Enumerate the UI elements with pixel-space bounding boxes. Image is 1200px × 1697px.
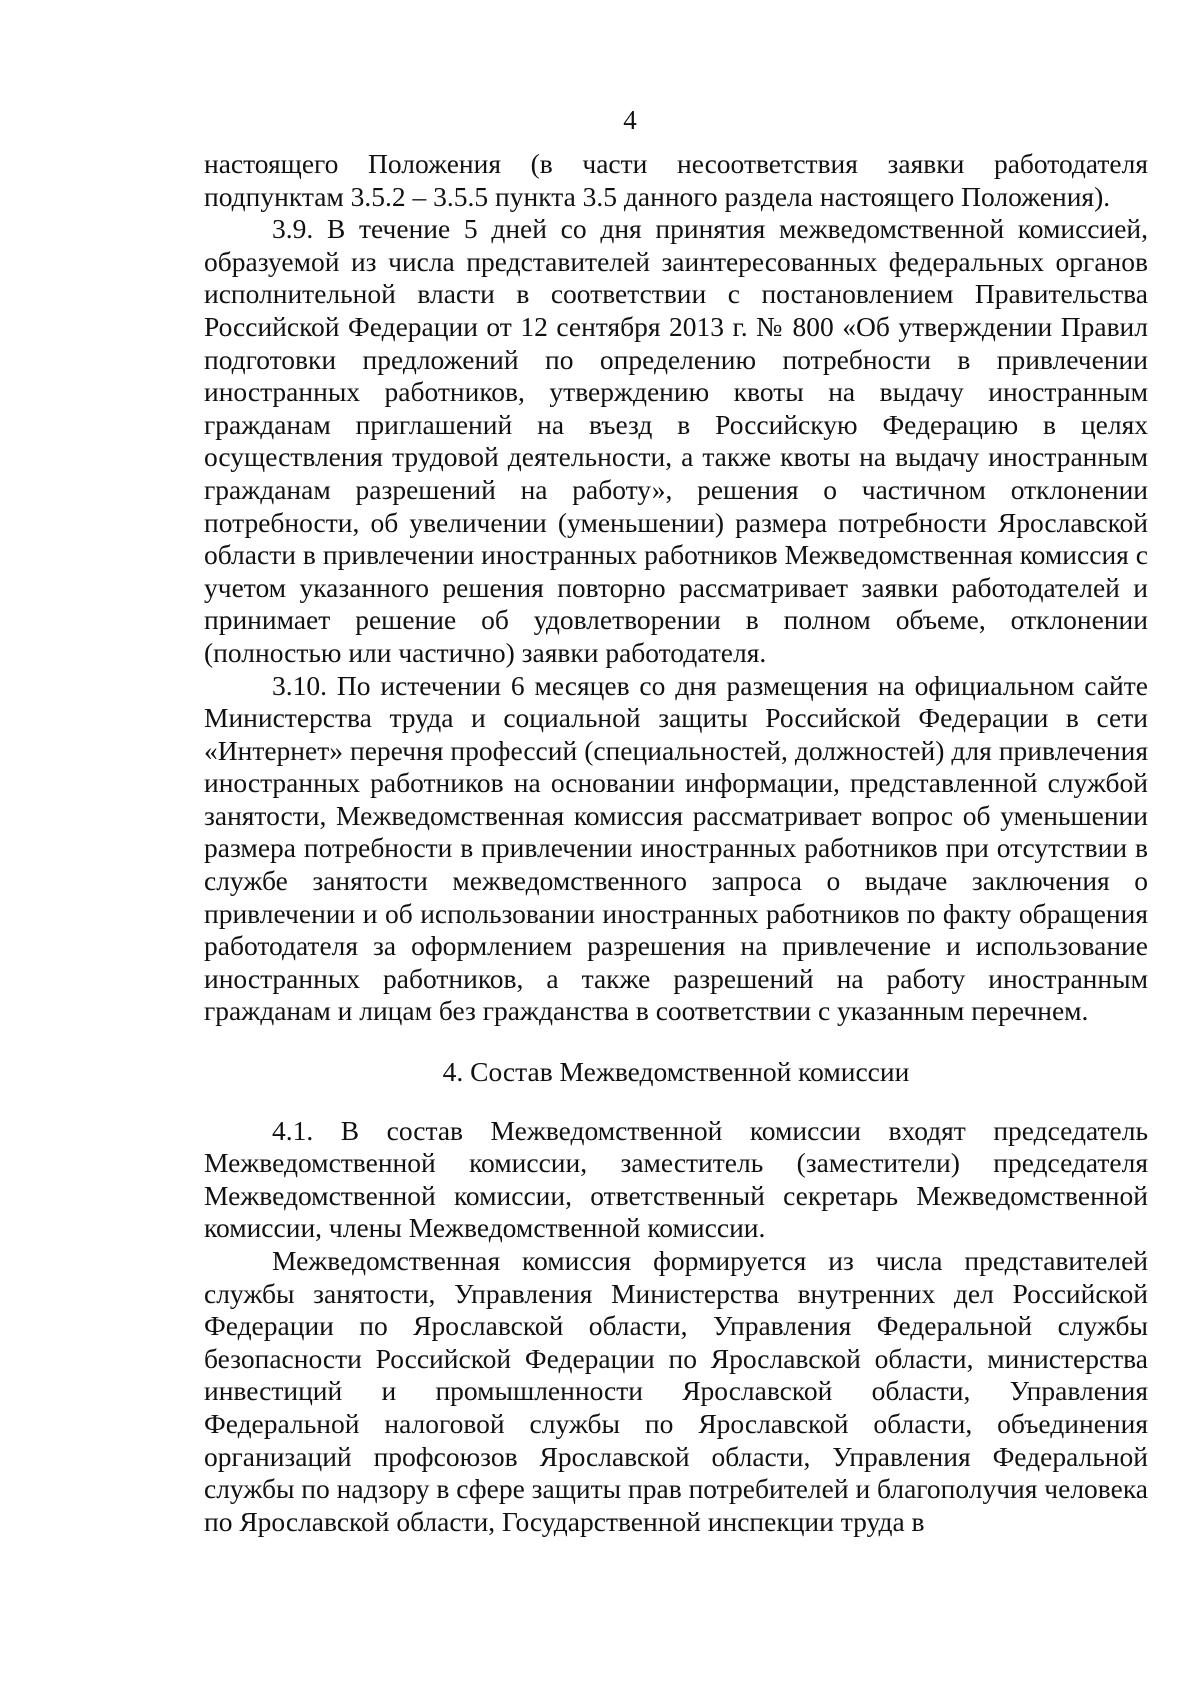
page-number: 4 [623,105,637,135]
document-body [204,148,1148,1538]
paragraph-3-10: 3.10. По истечении 6 месяцев со дня размещения на официальном сайте Министерства труда и социальной защиты Российской Федерации в сети «Интернет» перечня профессий (специальностей, должностей) для привлечения иностранных работников на основании информации, представленной службой занятости, Межведомственная комиссия рассматривает вопрос об уменьшении размера потребности в привлечении иностранных работников при отсутствии в службе занятости межведомственного запроса о выдаче заключения о привлечении и об использовании иностранных работников по факту обращения работодателя за оформлением разрешения на привлечение и использование иностранных работников, а также разрешений на работу иностранным гражданам и лицам без гражданства в соответствии с указанным перечнем. [204,669,1148,1027]
paragraph-commission-composition: Межведомственная комиссия формируется из числа представителей службы занятости, Управления Министерства внутренних дел Российской Федерации по Ярославской области, Управления Федеральной службы безопасности Российской Федерации по Ярославской области, министерства инвестиций и промышленности Ярославской области, Управления Федеральной налоговой службы по Ярославской области, объединения организаций профсоюзов Ярославской области, Управления Федеральной службы по надзору в сфере защиты прав потребителей и благополучия человека по Ярославской области, Государственной инспекции труда в [204,1245,1148,1537]
paragraph: настоящего Положения (в части несоответствия заявки работодателя подпунктам 3.5.2 – 3.5.5 пункта 3.5 данного раздела настоящего Положения). [204,148,1148,212]
paragraph-4-1: 4.1. В состав Межведомственной комиссии входят председатель Межведомственной комиссии, заместитель (заместители) председателя Межведомственной комиссии, ответственный секретарь Межведомственной комиссии, члены Межведомственной комиссии. [204,1114,1148,1244]
section-heading: 4. Состав Межведомственной комиссии [442,1056,910,1088]
paragraph-3-9: 3.9. В течение 5 дней со дня принятия межведомственной комиссией, образуемой из числа представителей заинтересованных федеральных органов исполнительной власти в соответствии с постановлением Правительства Российской Федерации от 12 сентября 2013 г. № 800 «Об утверждении Правил подготовки предложений по определению потребности в привлечении иностранных работников, утверждению квоты на выдачу иностранным гражданам приглашений на въезд в Российскую Федерацию в целях осуществления трудовой деятельности, а также квоты на выдачу иностранным гражданам разрешений на работу», решения о частичном отклонении потребности, об увеличении (уменьшении) размера потребности Ярославской области в привлечении иностранных работников Межведомственная комиссия с учетом указанного решения повторно рассматривает заявки работодателей и принимает решение об удовлетворении в полном объеме, отклонении (полностью или частично) заявки работодателя. [204,213,1148,668]
